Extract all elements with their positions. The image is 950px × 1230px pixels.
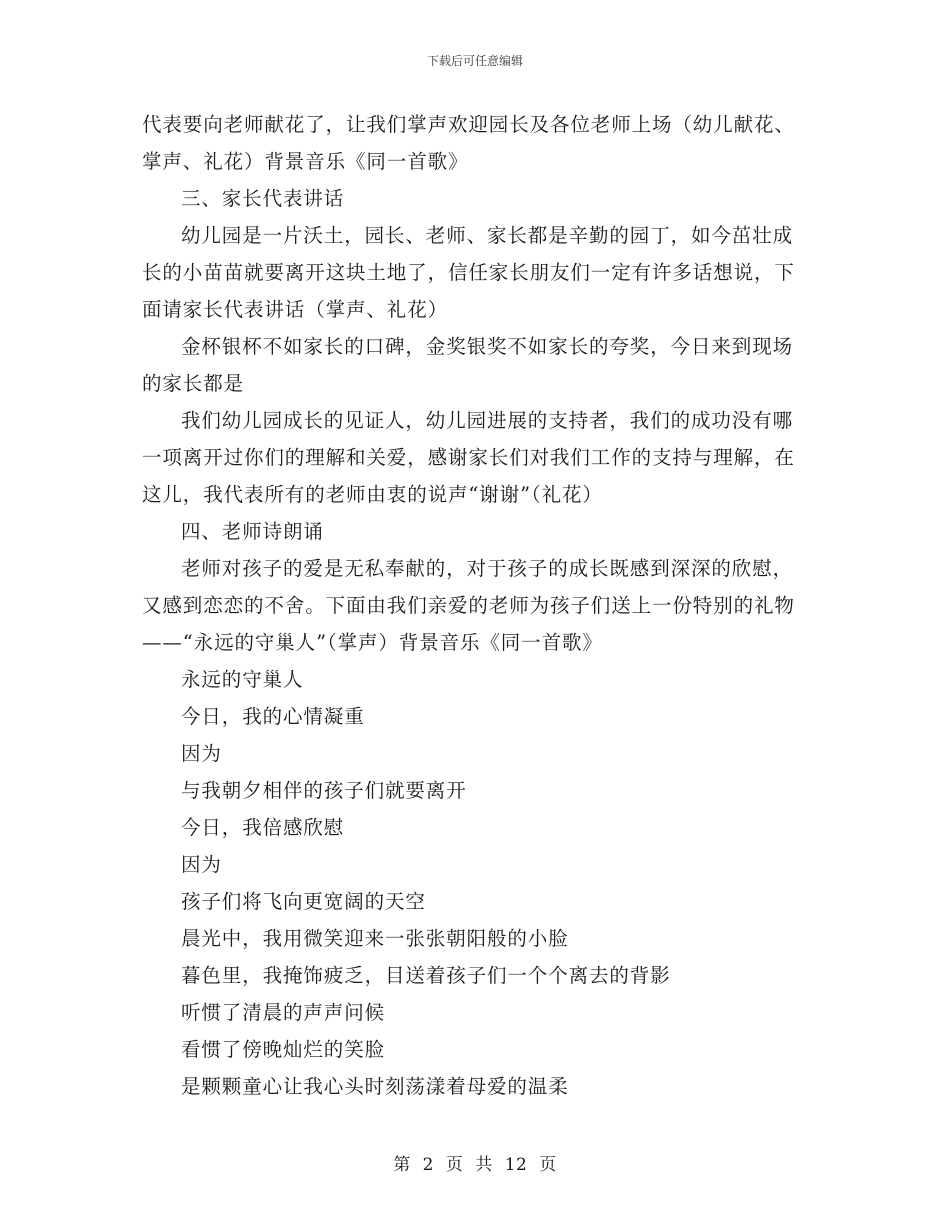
paragraph: 我们幼儿园成长的见证人，幼儿园进展的支持者，我们的成功没有哪一项离开过你们的理解和关爱，感谢家长们对我们工作的支持与理解，在这儿，我代表所有的老师由衷的说声“谢谢”（礼花） bbox=[142, 409, 795, 506]
poem-title: 永远的守巢人 bbox=[181, 668, 304, 691]
paragraph-continued: 代表要向老师献花了，让我们掌声欢迎园长及各位老师上场（幼儿献花、掌声、礼花）背景音乐《同一首歌》 bbox=[142, 113, 795, 173]
poem-line: 因为 bbox=[181, 853, 222, 876]
header-note: 下载后可任意编辑 bbox=[426, 54, 523, 68]
poem-line: 因为 bbox=[181, 742, 222, 765]
section-heading-3: 三、家长代表讲话 bbox=[181, 187, 345, 210]
footer-suffix: 页 bbox=[539, 1155, 557, 1175]
poem-line: 孩子们将飞向更宽阔的天空 bbox=[181, 890, 426, 913]
current-page-number: 2 bbox=[422, 1155, 434, 1175]
poem-line: 今日，我的心情凝重 bbox=[181, 705, 365, 728]
page-footer bbox=[0, 1154, 950, 1176]
poem bbox=[142, 661, 808, 1105]
poem-line: 暮色里，我掩饰疲乏，目送着孩子们一个个离去的背影 bbox=[181, 964, 671, 987]
poem-line: 听惯了清晨的声声问候 bbox=[181, 1001, 386, 1024]
footer-total-word: 共 bbox=[475, 1155, 493, 1175]
paragraph: 幼儿园是一片沃土，园长、老师、家长都是辛勤的园丁，如今茁壮成长的小苗苗就要离开这块土地了，信任家长朋友们一定有许多话想说，下面请家长代表讲话（掌声、礼花） bbox=[142, 224, 795, 321]
footer-prefix: 第 bbox=[393, 1155, 411, 1175]
poem-line: 今日，我倍感欣慰 bbox=[181, 816, 345, 839]
poem-line: 与我朝夕相伴的孩子们就要离开 bbox=[181, 779, 467, 802]
document-body bbox=[142, 106, 808, 1105]
poem-line: 晨光中，我用微笑迎来一张张朝阳般的小脸 bbox=[181, 927, 569, 950]
paragraph: 老师对孩子的爱是无私奉献的，对于孩子的成长既感到深深的欣慰，又感到恋恋的不舍。下面由我们亲爱的老师为孩子们送上一份特别的礼物——“永远的守巢人”（掌声）背景音乐《同一首歌》 bbox=[142, 557, 795, 654]
page-header bbox=[0, 53, 950, 69]
paragraph: 金杯银杯不如家长的口碑，金奖银奖不如家长的夸奖，今日来到现场的家长都是 bbox=[142, 335, 794, 395]
footer-page-word: 页 bbox=[445, 1155, 464, 1175]
total-pages-number: 12 bbox=[504, 1155, 528, 1175]
poem-line: 看惯了傍晚灿烂的笑脸 bbox=[181, 1038, 386, 1061]
poem-line: 是颗颗童心让我心头时刻荡漾着母爱的温柔 bbox=[181, 1075, 569, 1098]
section-heading-4: 四、老师诗朗诵 bbox=[181, 520, 324, 543]
